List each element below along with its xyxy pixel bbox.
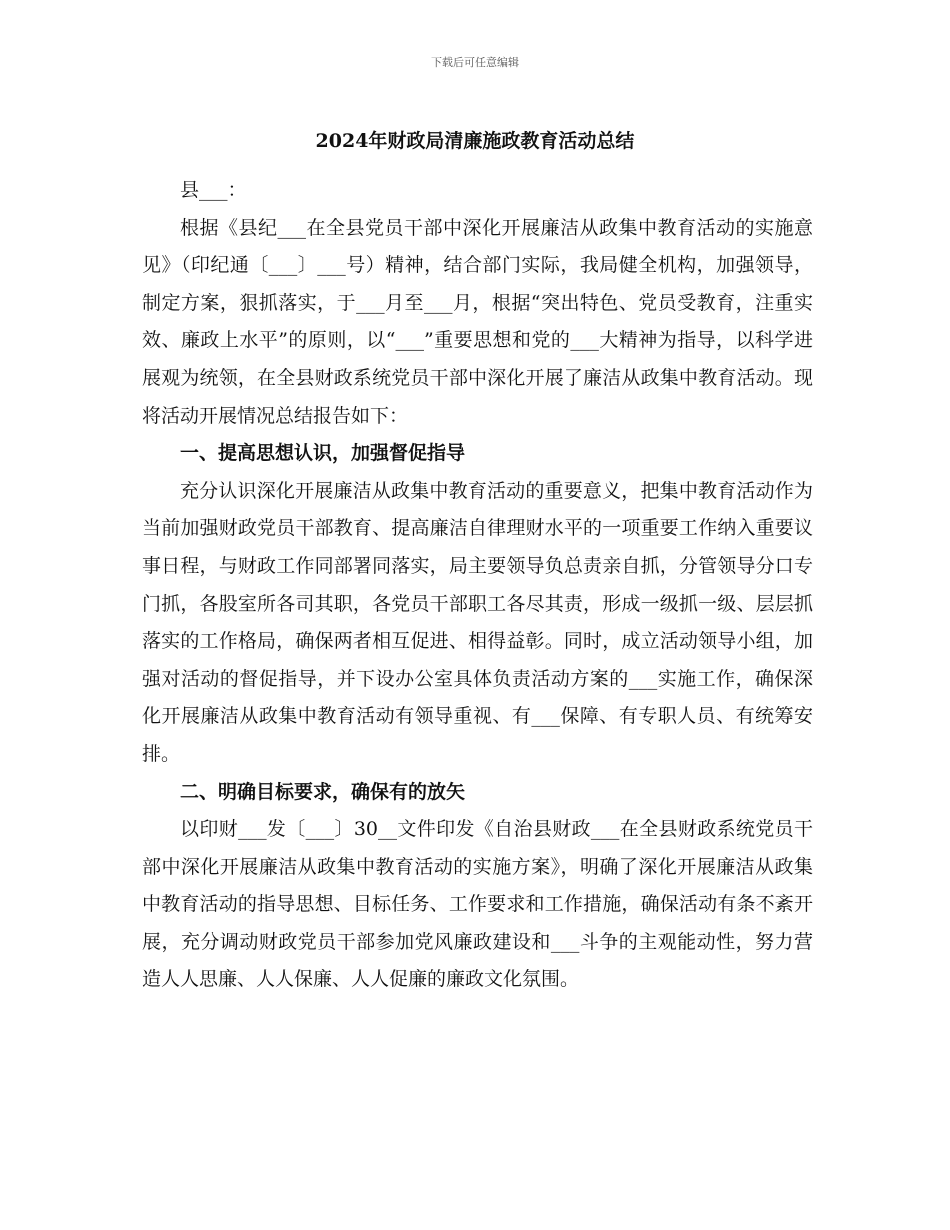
- page-header-note: 下载后可任意编辑: [431, 56, 519, 69]
- body-paragraph: 根据《县纪___在全县党员干部中深化开展廉洁从政集中教育活动的实施意见》（印纪通〔___〕___号）精神，结合部门实际，我局健全机构，加强领导，制定方案，狠抓落实，于___月至___月，根据“突出特色、党员受教育，注重实效、廉政上水平”的原则，以“___”重要思想和党的___大精神为指导，以科学进展观为统领，在全县财政系统党员干部中深化开展了廉洁从政集中教育活动。现将活动开展情况总结报告如下：: [142, 216, 813, 427]
- document-title: 2024年财政局清廉施政教育活动总结: [315, 130, 635, 152]
- section-heading: 一、提高思想认识，加强督促指导: [180, 442, 466, 465]
- salutation: 县___：: [180, 179, 247, 201]
- body-paragraph: 以印财___发〔___〕30__文件印发《自治县财政___在全县财政系统党员干部中深化开展廉洁从政集中教育活动的实施方案》，明确了深化开展廉洁从政集中教育活动的指导思想、目标任务、工作要求和工作措施，确保活动有条不紊开展，充分调动财政党员干部参加党风廉政建设和___斗争的主观能动性，努力营造人人思廉、人人保廉、人人促廉的廉政文化氛围。: [142, 818, 813, 991]
- document-body: [142, 172, 813, 999]
- body-paragraph: 充分认识深化开展廉洁从政集中教育活动的重要意义，把集中教育活动作为当前加强财政党员干部教育、提高廉洁自律理财水平的一项重要工作纳入重要议事日程，与财政工作同部署同落实，局主要领导负总责亲自抓，分管领导分口专门抓，各股室所各司其职，各党员干部职工各尽其责，形成一级抓一级、层层抓落实的工作格局，确保两者相互促进、相得益彰。同时，成立活动领导小组，加强对活动的督促指导，并下设办公室具体负责活动方案的___实施工作，确保深化开展廉洁从政集中教育活动有领导重视、有___保障、有专职人员、有统筹安排。: [142, 479, 813, 765]
- section-heading: 二、明确目标要求，确保有的放矢: [180, 780, 466, 803]
